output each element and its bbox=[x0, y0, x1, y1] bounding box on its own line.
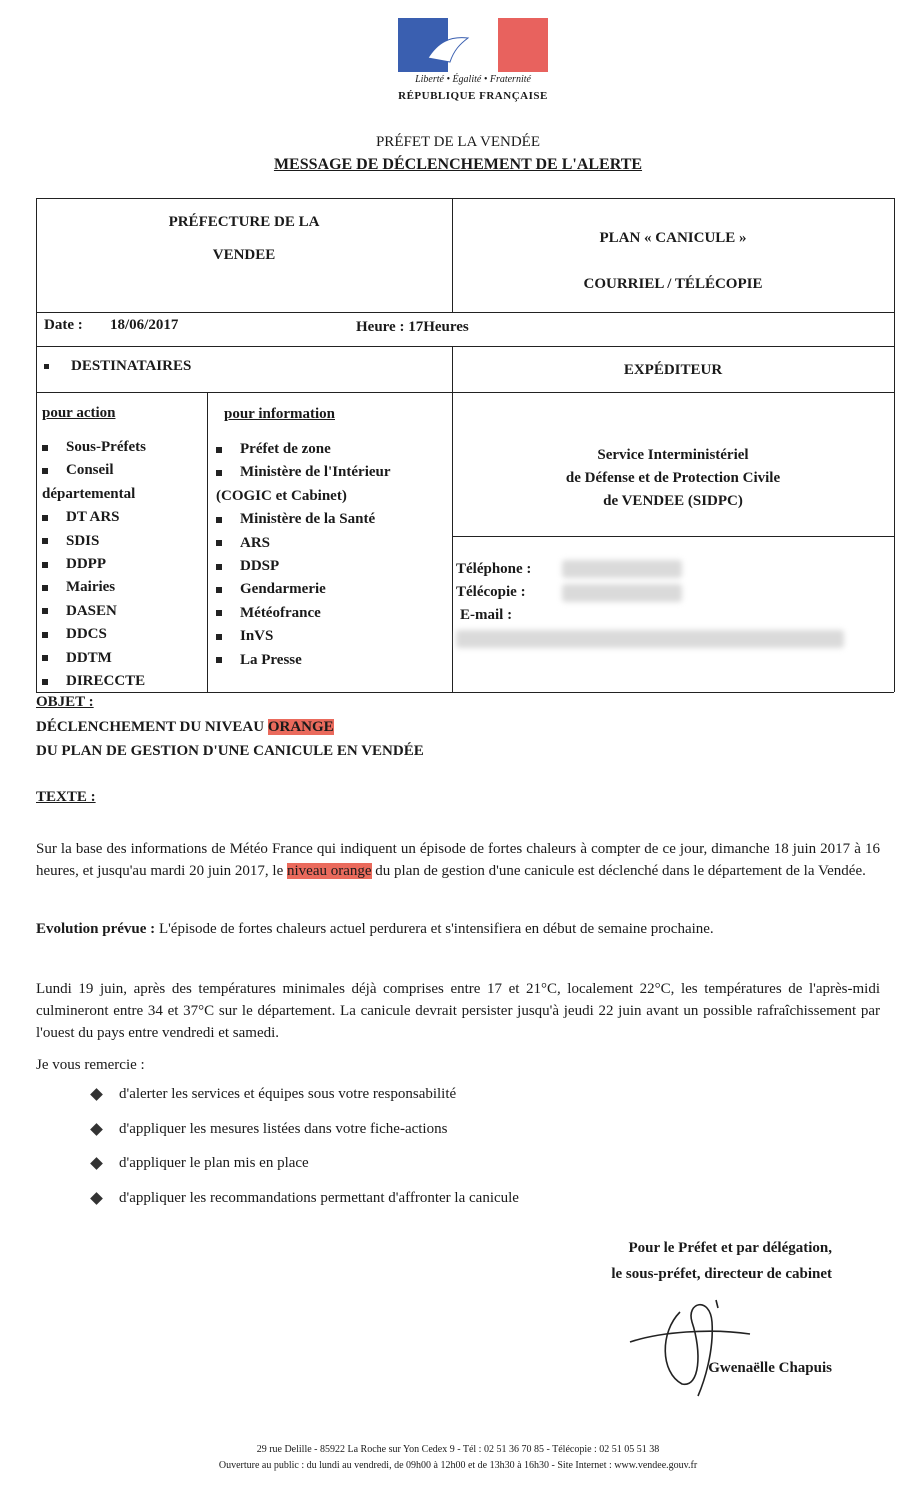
prefecture-line-1: PRÉFECTURE DE LA bbox=[168, 214, 320, 230]
list-item: Préfet de zone bbox=[216, 438, 391, 461]
date-label: Date : bbox=[44, 317, 83, 333]
list-item: La Presse bbox=[216, 649, 391, 672]
pour-information-label: pour information bbox=[224, 406, 335, 422]
list-item: DDPP bbox=[42, 553, 146, 576]
telephone-label: Téléphone : bbox=[456, 561, 532, 577]
list-item: d'alerter les services et équipes sous votre responsabilité bbox=[92, 1086, 519, 1121]
marianne-logo bbox=[398, 18, 548, 72]
paragraph-3: Lundi 19 juin, après des températures minimales déjà comprises entre 17 et 21°C, localement 22°C, les températures de l'après-midi culmineront entre 34 et 37°C sur le département. La canicule devrait persister jusqu'à jeudi 22 juin avant un possible rafraîchissement par l'ouest du pays entre vendredi et samedi. bbox=[36, 981, 880, 1041]
redacted-fax bbox=[562, 584, 682, 602]
list-item: DT ARS bbox=[42, 506, 146, 529]
signature-line-2: le sous-préfet, directeur de cabinet bbox=[611, 1266, 832, 1282]
action-recipients-list bbox=[42, 436, 146, 693]
document-title: MESSAGE DE DÉCLENCHEMENT DE L'ALERTE bbox=[273, 156, 643, 173]
list-item: DDSP bbox=[216, 555, 391, 578]
list-item: d'appliquer le plan mis en place bbox=[92, 1155, 519, 1190]
expediteur-heading: EXPÉDITEUR bbox=[623, 362, 723, 378]
telecopie-label: Télécopie : bbox=[456, 584, 526, 600]
republic-name: RÉPUBLIQUE FRANÇAISE bbox=[398, 90, 548, 102]
redacted-email bbox=[456, 630, 844, 648]
list-item: (COGIC et Cabinet) bbox=[216, 487, 347, 504]
objet-line-1: DÉCLENCHEMENT DU NIVEAU ORANGE bbox=[36, 719, 334, 735]
information-recipients-list bbox=[216, 438, 391, 672]
list-item: Sous-Préfets bbox=[42, 436, 146, 459]
list-item: DDTM bbox=[42, 647, 146, 670]
transmission-mode: COURRIEL / TÉLÉCOPIE bbox=[583, 276, 763, 292]
diamond-bullet-icon bbox=[90, 1192, 103, 1205]
republic-motto: Liberté • Égalité • Fraternité bbox=[415, 74, 531, 85]
list-item: d'appliquer les mesures listées dans votre fiche-actions bbox=[92, 1121, 519, 1156]
action-list bbox=[92, 1086, 519, 1224]
signature-line-1: Pour le Préfet et par délégation, bbox=[628, 1240, 832, 1256]
list-item: SDIS bbox=[42, 530, 146, 553]
date-value: 18/06/2017 bbox=[110, 317, 179, 333]
redacted-phone bbox=[562, 560, 682, 578]
plan-name: PLAN « CANICULE » bbox=[599, 230, 747, 246]
list-item: DDCS bbox=[42, 623, 146, 646]
prefet-heading: PRÉFET DE LA VENDÉE bbox=[375, 134, 541, 150]
paragraph-2: Evolution prévue : L'épisode de fortes chaleurs actuel perdurera et s'intensifiera en début de semaine prochaine. bbox=[36, 921, 714, 937]
pour-action-label: pour action bbox=[42, 405, 116, 421]
list-item: Gendarmerie bbox=[216, 578, 391, 601]
list-item: Mairies bbox=[42, 576, 146, 599]
sender-service: Service Interministériel de Défense et de Protection Civile de VENDEE (SIDPC) bbox=[565, 447, 781, 509]
objet-line-2: DU PLAN DE GESTION D'UNE CANICULE EN VENDÉE bbox=[36, 743, 424, 759]
list-item: InVS bbox=[216, 625, 391, 648]
list-item: Météofrance bbox=[216, 602, 391, 625]
diamond-bullet-icon bbox=[90, 1123, 103, 1136]
list-item: ARS bbox=[216, 532, 391, 555]
footer-hours: Ouverture au public : du lundi au vendredi, de 09h00 à 12h00 et de 13h30 à 16h30 - Site Internet : www.vendee.gouv.fr bbox=[218, 1460, 698, 1471]
list-item: d'appliquer les recommandations permettant d'affronter la canicule bbox=[92, 1190, 519, 1225]
diamond-bullet-icon bbox=[90, 1157, 103, 1170]
list-item: Ministère de la Santé bbox=[216, 508, 391, 531]
objet-label: OBJET : bbox=[36, 694, 94, 710]
texte-label: TEXTE : bbox=[36, 789, 96, 805]
list-item: Conseil bbox=[42, 459, 146, 482]
diamond-bullet-icon bbox=[90, 1088, 103, 1101]
handwritten-signature bbox=[620, 1292, 760, 1402]
email-label: E-mail : bbox=[460, 607, 513, 623]
list-item: départemental bbox=[42, 485, 136, 502]
footer-address: 29 rue Delille - 85922 La Roche sur Yon Cedex 9 - Tél : 02 51 36 70 85 - Télécopie : 02 51 05 51 38 bbox=[256, 1444, 660, 1455]
signatory-name: Gwenaëlle Chapuis bbox=[708, 1360, 832, 1376]
heure-value: Heure : 17Heures bbox=[356, 319, 469, 335]
paragraph-1: Sur la base des informations de Météo France qui indiquent un épisode de fortes chaleurs à compter de ce jour, dimanche 18 juin 2017 à 16 heures, et jusqu'au mardi 20 juin 2017, le niveau orange du plan de gestion d'une canicule est déclenché dans le département de la Vendée. bbox=[36, 841, 880, 879]
list-item: DIRECCTE bbox=[42, 670, 146, 693]
list-item: DASEN bbox=[42, 600, 146, 623]
destinataires-heading: DESTINATAIRES bbox=[44, 358, 191, 375]
paragraph-4: Je vous remercie : bbox=[36, 1057, 145, 1073]
prefecture-line-2: VENDEE bbox=[212, 247, 276, 263]
list-item: Ministère de l'Intérieur bbox=[216, 461, 391, 484]
